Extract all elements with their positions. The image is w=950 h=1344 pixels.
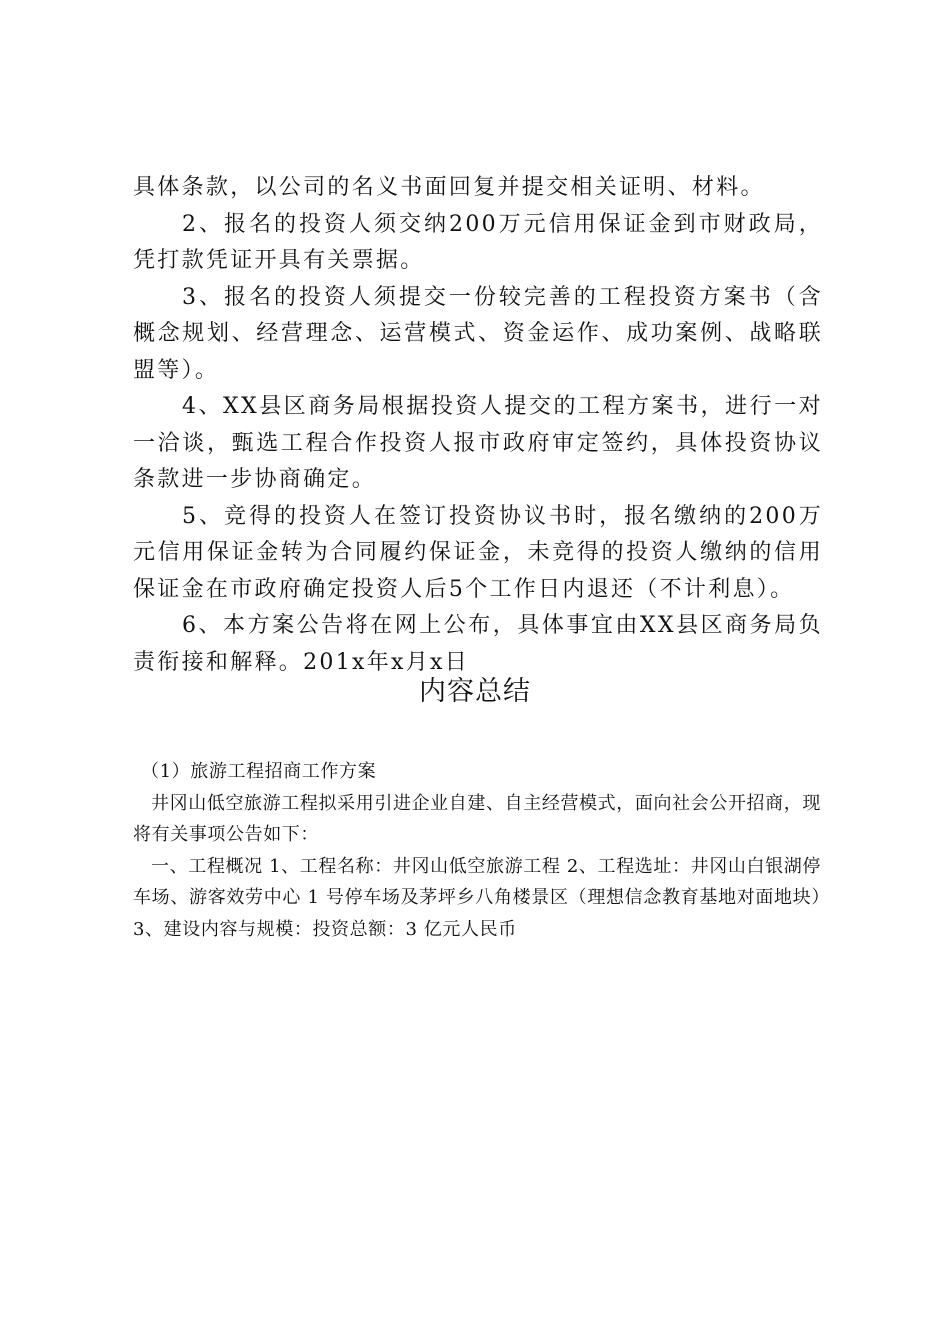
paragraph-item-3: 3、报名的投资人须提交一份较完善的工程投资方案书（含概念规划、经营理念、运营模式、资金运作、成功案例、战略联盟等）。	[133, 284, 823, 383]
paragraph-item-2: 2、报名的投资人须交纳200万元信用保证金到市财政局，凭打款凭证开具有关票据。	[133, 211, 823, 273]
paragraph-continuation: 具体条款，以公司的名义书面回复并提交相关证明、材料。	[133, 175, 765, 200]
paragraph-item-6: 6、本方案公告将在网上公布，具体事宜由XX县区商务局负责衔接和解释。201x年x月x日	[133, 613, 823, 675]
paragraph-item-5: 5、竞得的投资人在签订投资协议书时，报名缴纳的200万元信用保证金转为合同履约保证金，未竞得的投资人缴纳的信用保证金在市政府确定投资人后5个工作日内退还（不计利息）。	[133, 503, 823, 602]
summary-subtitle: （1）旅游工程招商工作方案	[141, 761, 377, 782]
summary-paragraph-overview: 一、工程概况 1、工程名称：井冈山低空旅游工程 2、工程选址：井冈山白银湖停车场、游客效劳中心 1 号停车场及茅坪乡八角楼景区（理想信念教育基地对面地块）3、建设内容与规模：投资总额：3 亿元人民币	[133, 855, 821, 940]
summary-section	[133, 756, 821, 945]
summary-title: 内容总结	[419, 676, 531, 707]
summary-paragraph-intro: 井冈山低空旅游工程拟采用引进企业自建、自主经营模式，面向社会公开招商，现将有关事项公告如下：	[133, 792, 821, 845]
paragraph-item-4: 4、XX县区商务局根据投资人提交的工程方案书，进行一对一洽谈，甄选工程合作投资人报市政府审定签约，具体投资协议条款进一步协商确定。	[133, 394, 823, 492]
document-body	[133, 170, 823, 681]
